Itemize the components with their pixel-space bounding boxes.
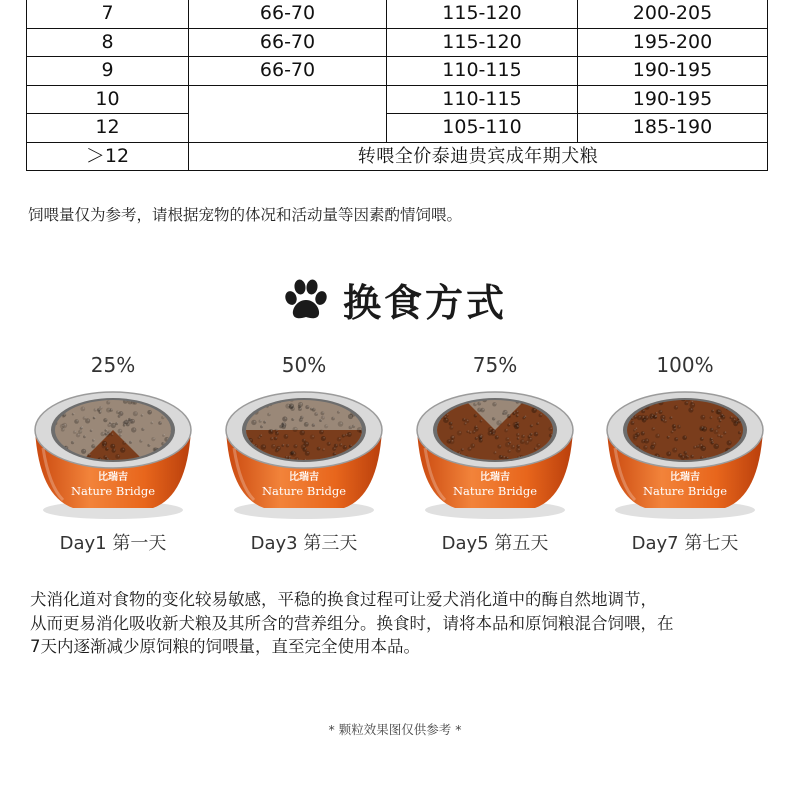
- amount-cell: 105-110: [387, 114, 578, 143]
- brand-logo-cn: 比瑞吉: [289, 472, 319, 483]
- bowl-step: [415, 350, 575, 555]
- table-row: [27, 28, 768, 57]
- food-bowl-image: [606, 386, 764, 521]
- paragraph-line: 7天内逐渐减少原饲粮的饲喂量，直至完全使用本品。: [30, 637, 420, 656]
- brand-logo-cn: 比瑞吉: [480, 472, 510, 483]
- feeding-note: 饲喂量仅为参考，请根据宠物的体况和活动量等因素酌情饲喂。: [28, 206, 463, 224]
- brand-logo-cn: 比瑞吉: [670, 472, 700, 483]
- mix-percent: 50%: [281, 353, 327, 377]
- table-row: [27, 0, 768, 28]
- disclaimer-footnote: * 颗粒效果图仅供参考 *: [328, 722, 462, 737]
- amount-cell: 190-195: [578, 57, 768, 86]
- bowl-step: [33, 350, 193, 555]
- table-row: [27, 114, 768, 143]
- amount-cell: 185-190: [578, 114, 768, 143]
- age-cell: 10: [27, 85, 189, 114]
- amount-cell: 195-200: [578, 28, 768, 57]
- transition-advice-cell: 转喂全价泰迪贵宾成年期犬粮: [189, 142, 768, 171]
- bowl-step: [224, 350, 384, 555]
- amount-cell: 110-115: [387, 85, 578, 114]
- empty-merged-cell: [189, 85, 387, 142]
- paragraph-line: 从而更易消化吸收新犬粮及其所含的营养组分。换食时，请将本品和原饲粮混合饲喂，在: [30, 613, 674, 633]
- table-row: [27, 85, 768, 114]
- day-label: Day1 第一天: [59, 533, 167, 554]
- day-label: Day3 第三天: [250, 533, 358, 554]
- paragraph-line: 犬消化道对食物的变化较易敏感，平稳的换食过程可让爱犬消化道中的酶自然地调节，: [30, 590, 657, 609]
- amount-cell: 200-205: [578, 0, 768, 28]
- age-cell: 7: [27, 0, 189, 28]
- table-row: [27, 57, 768, 86]
- age-cell: ＞12: [27, 142, 189, 171]
- section-title: 换食方式: [342, 281, 507, 325]
- mix-percent: 100%: [656, 353, 714, 377]
- brand-logo-en: Nature Bridge: [452, 484, 538, 498]
- age-cell: 9: [27, 57, 189, 86]
- amount-cell: 110-115: [387, 57, 578, 86]
- mix-percent: 25%: [90, 353, 136, 377]
- brand-logo-en: Nature Bridge: [642, 484, 728, 498]
- amount-cell: 66-70: [189, 0, 387, 28]
- day-label: Day7 第七天: [631, 533, 739, 554]
- section-header: [0, 272, 790, 327]
- amount-cell: 66-70: [189, 57, 387, 86]
- mix-percent: 75%: [472, 353, 518, 377]
- brand-logo-en: Nature Bridge: [261, 484, 347, 498]
- table-row: [27, 142, 768, 171]
- amount-cell: 190-195: [578, 85, 768, 114]
- food-bowl-image: [225, 386, 383, 521]
- day-label: Day5 第五天: [441, 533, 549, 554]
- bowl-step: [605, 350, 765, 555]
- brand-logo-en: Nature Bridge: [70, 484, 156, 498]
- feeding-table: [26, 0, 768, 171]
- age-cell: 8: [27, 28, 189, 57]
- amount-cell: 66-70: [189, 28, 387, 57]
- paw-icon: [283, 278, 329, 322]
- age-cell: 12: [27, 114, 189, 143]
- food-bowl-image: [34, 386, 192, 521]
- amount-cell: 115-120: [387, 0, 578, 28]
- transition-description: [30, 588, 770, 659]
- amount-cell: 115-120: [387, 28, 578, 57]
- brand-logo-cn: 比瑞吉: [98, 472, 128, 483]
- food-bowl-image: [416, 386, 574, 521]
